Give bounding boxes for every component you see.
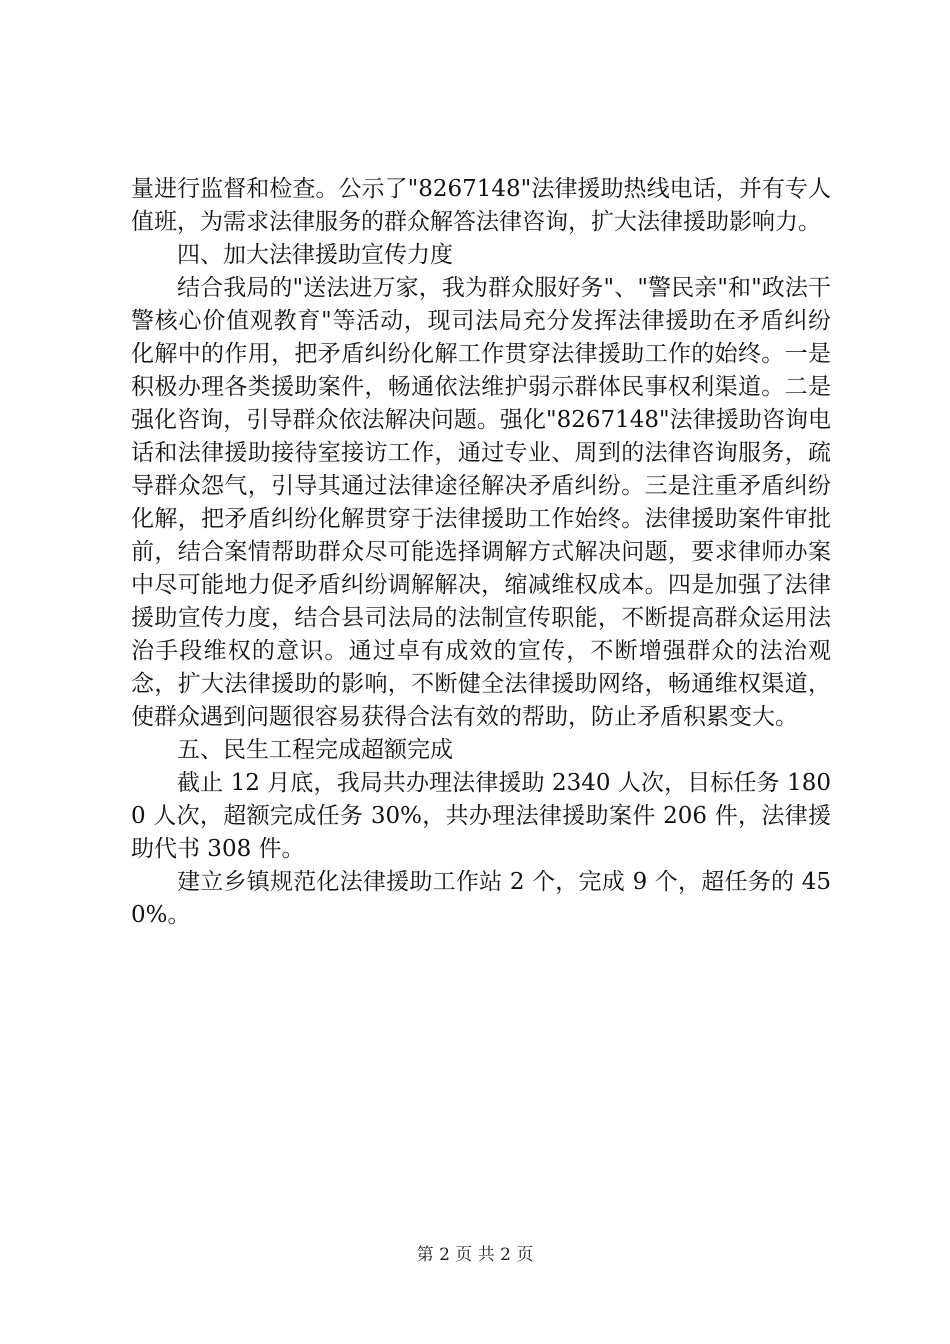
section-heading-livelihood: 五、民生工程完成超额完成	[177, 737, 453, 763]
document-body	[131, 173, 831, 932]
section-heading-publicity: 四、加大法律援助宣传力度	[177, 242, 453, 268]
page-footer: 第 2 页 共 2 页	[416, 1245, 534, 1265]
paragraph-workstations: 建立乡镇规范化法律援助工作站 2 个，完成 9 个，超任务的 450%。	[131, 869, 831, 928]
paragraph-publicity-activities: 结合我局的"送法进万家，我为群众服好务"、"警民亲"和"政法干警核心价值观教育"等活动，现司法局充分发挥法律援助在矛盾纠纷化解中的作用，把矛盾纠纷化解工作贯穿法律援助工作的始终。一是积极办理各类援助案件，畅通依法维护弱示群体民事权利渠道。二是强化咨询，引导群众依法解决问题。强化"8267148"法律援助咨询电话和法律援助接待室接访工作，通过专业、周到的法律咨询服务，疏导群众怨气，引导其通过法律途径解决矛盾纠纷。三是注重矛盾纠纷化解，把矛盾纠纷化解贯穿于法律援助工作始终。法律援助案件审批前，结合案情帮助群众尽可能选择调解方式解决问题，要求律师办案中尽可能地力促矛盾纠纷调解解决，缩减维权成本。四是加强了法律援助宣传力度，结合县司法局的法制宣传职能，不断提高群众运用法治手段维权的意识。通过卓有成效的宣传，不断增强群众的法治观念，扩大法律援助的影响，不断健全法律援助网络，畅通维权渠道，使群众遇到问题很容易获得合法有效的帮助，防止矛盾积累变大。	[131, 275, 831, 730]
paragraph-hotline-continuation: 量进行监督和检查。公示了"8267148"法律援助热线电话，并有专人值班，为需求法律服务的群众解答法律咨询，扩大法律援助影响力。	[131, 176, 831, 235]
paragraph-statistics: 截止 12 月底，我局共办理法律援助 2340 人次，目标任务 1800 人次，超额完成任务 30%，共办理法律援助案件 206 件，法律援助代书 308 件。	[131, 770, 831, 862]
